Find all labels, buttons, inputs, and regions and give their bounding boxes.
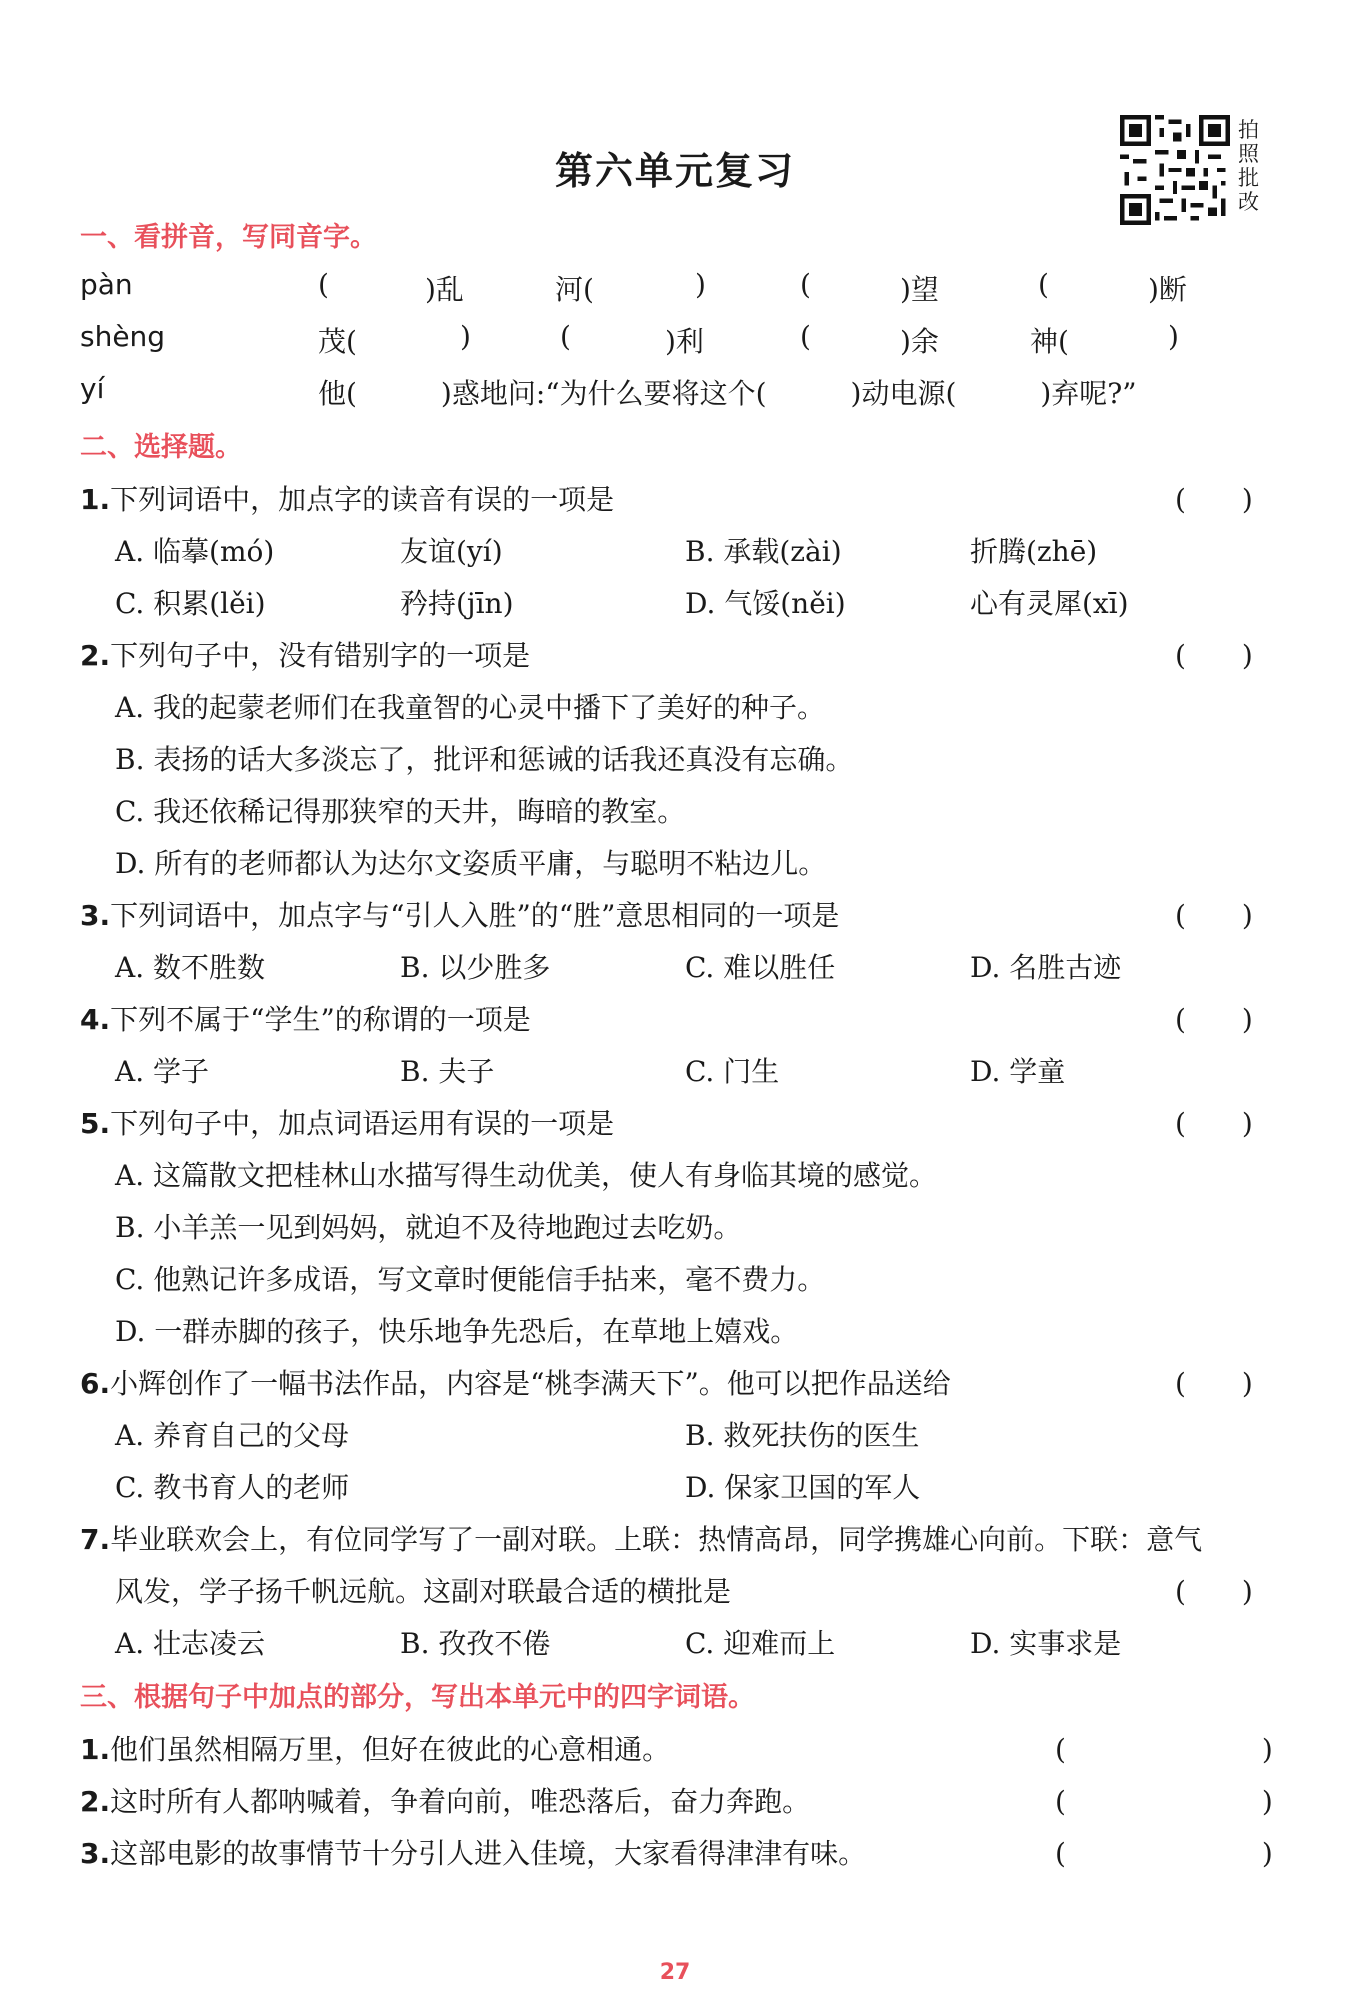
option: C. 难以胜任 [685,951,836,984]
blank-item: ) [695,268,706,301]
option: D. 气馁(něi) [685,587,846,620]
option: D. 实事求是 [970,1627,1122,1660]
blank-item: )断 [1148,273,1187,306]
page-number: 27 [659,1960,691,1985]
option: 友谊(yí) [400,535,503,568]
option: A. 这篇散文把桂林山水描写得生动优美，使人有身临其境的感觉。 [115,1159,938,1192]
question-stem: 下列词语中，加点字的读音有误的一项是 [110,483,615,516]
blank-item: 茂( [318,325,357,358]
question-stem: 下列词语中，加点字与“引人入胜”的“胜”意思相同的一项是 [110,899,840,932]
option: C. 教书育人的老师 [115,1471,350,1504]
option: 折腾(zhē) [970,535,1098,568]
option: C. 我还依稀记得那狭窄的天井，晦暗的教室。 [115,795,686,828]
option: A. 临摹(mó) [115,535,275,568]
option: C. 他熟记许多成语，写文章时便能信手拈来，毫不费力。 [115,1263,826,1296]
option: D. 一群赤脚的孩子，快乐地争先恐后，在草地上嬉戏。 [115,1315,799,1348]
answer-bracket: ( ) [1175,1003,1253,1036]
question-stem: 毕业联欢会上，有位同学写了一副对联。上联：热情高昂，同学携雄心向前。下联：意气 [110,1523,1203,1556]
section-3-heading: 三、根据句子中加点的部分，写出本单元中的四字词语。 [80,1682,755,1713]
blank-item: ( [800,320,811,353]
fill-item-1 [80,1728,670,1768]
answer-bracket: ( ) [1055,1733,1273,1766]
blank-item: ( [1038,268,1049,301]
blank-item: 神( [1030,325,1069,358]
option: A. 我的起蒙老师们在我童智的心灵中播下了美好的种子。 [115,691,826,724]
question-number: 6. [80,1367,111,1400]
question-5 [80,1102,614,1142]
question-4 [80,998,531,1038]
option: D. 名胜古迹 [970,951,1122,984]
option: A. 养育自己的父母 [115,1419,350,1452]
option: A. 学子 [115,1055,210,1088]
answer-bracket: ( ) [1175,899,1253,932]
answer-bracket: ( ) [1055,1837,1273,1870]
option: B. 夫子 [400,1055,495,1088]
option: B. 表扬的话大多淡忘了，批评和惩诫的话我还真没有忘确。 [115,743,854,776]
option: C. 积累(lěi) [115,587,266,620]
item-sentence: 这部电影的故事情节十分引人进入佳境，大家看得津津有味。 [110,1837,867,1870]
question-stem: 小辉创作了一幅书法作品，内容是“桃李满天下”。他可以把作品送给 [110,1367,951,1400]
option: C. 门生 [685,1055,780,1088]
option: A. 壮志凌云 [115,1627,266,1660]
question-number: 2. [80,639,111,672]
question-stem: 下列不属于“学生”的称谓的一项是 [110,1003,531,1036]
answer-bracket: ( ) [1175,1107,1253,1140]
question-stem-continued: 风发，学子扬千帆远航。这副对联最合适的横批是 [115,1575,732,1608]
blank-item: ) [460,320,471,353]
sentence-blank: 他( )惑地问:“为什么要将这个( )动电源( )弃呢?” [318,377,1137,410]
blank-item: )乱 [425,273,464,306]
question-number: 5. [80,1107,111,1140]
blank-item: ( [560,320,571,353]
item-sentence: 他们虽然相隔万里，但好在彼此的心意相通。 [110,1733,671,1766]
blank-item: )余 [900,325,939,358]
item-number: 3. [80,1837,111,1870]
option: B. 救死扶伤的医生 [685,1419,920,1452]
option: D. 所有的老师都认为达尔文姿质平庸，与聪明不粘边儿。 [115,847,827,880]
option: B. 以少胜多 [400,951,551,984]
section-2-heading: 二、选择题。 [80,432,242,463]
option: D. 学童 [970,1055,1066,1088]
answer-bracket: ( ) [1175,483,1253,516]
item-number: 2. [80,1785,111,1818]
answer-bracket: ( ) [1175,1367,1253,1400]
question-7 [80,1518,1202,1558]
option: A. 数不胜数 [115,951,266,984]
pinyin-pan: pàn [80,268,133,301]
blank-item: 河( [555,273,594,306]
option: B. 孜孜不倦 [400,1627,551,1660]
answer-bracket: ( ) [1055,1785,1273,1818]
item-number: 1. [80,1733,111,1766]
blank-item: )利 [665,325,704,358]
question-number: 1. [80,483,111,516]
blank-item: ) [1168,320,1179,353]
fill-item-2 [80,1780,810,1820]
question-2 [80,634,530,674]
question-number: 7. [80,1523,111,1556]
fill-item-3 [80,1832,866,1872]
option: B. 小羊羔一见到妈妈，就迫不及待地跑过去吃奶。 [115,1211,742,1244]
option: 矜持(jīn) [400,587,514,620]
question-number: 4. [80,1003,111,1036]
question-stem: 下列句子中，加点词语运用有误的一项是 [110,1107,615,1140]
question-1 [80,478,614,518]
qr-code-icon[interactable] [1120,115,1230,225]
option: C. 迎难而上 [685,1627,836,1660]
answer-bracket: ( ) [1175,1575,1253,1608]
blank-item: )望 [900,273,939,306]
pinyin-sheng: shèng [80,320,166,353]
answer-bracket: ( ) [1175,639,1253,672]
blank-item: ( [318,268,329,301]
section-1-heading: 一、看拼音，写同音字。 [80,222,377,253]
blank-item: ( [800,268,811,301]
pinyin-yi: yí [80,372,105,405]
page-title: 第六单元复习 [554,149,795,193]
option: D. 保家卫国的军人 [685,1471,921,1504]
question-6 [80,1362,951,1402]
option: B. 承载(zài) [685,535,842,568]
question-stem: 下列句子中，没有错别字的一项是 [110,639,531,672]
item-sentence: 这时所有人都呐喊着，争着向前，唯恐落后，奋力奔跑。 [110,1785,811,1818]
question-3 [80,894,839,934]
option: 心有灵犀(xī) [970,587,1129,620]
qr-caption: 拍照批改 [1238,118,1259,214]
question-number: 3. [80,899,111,932]
